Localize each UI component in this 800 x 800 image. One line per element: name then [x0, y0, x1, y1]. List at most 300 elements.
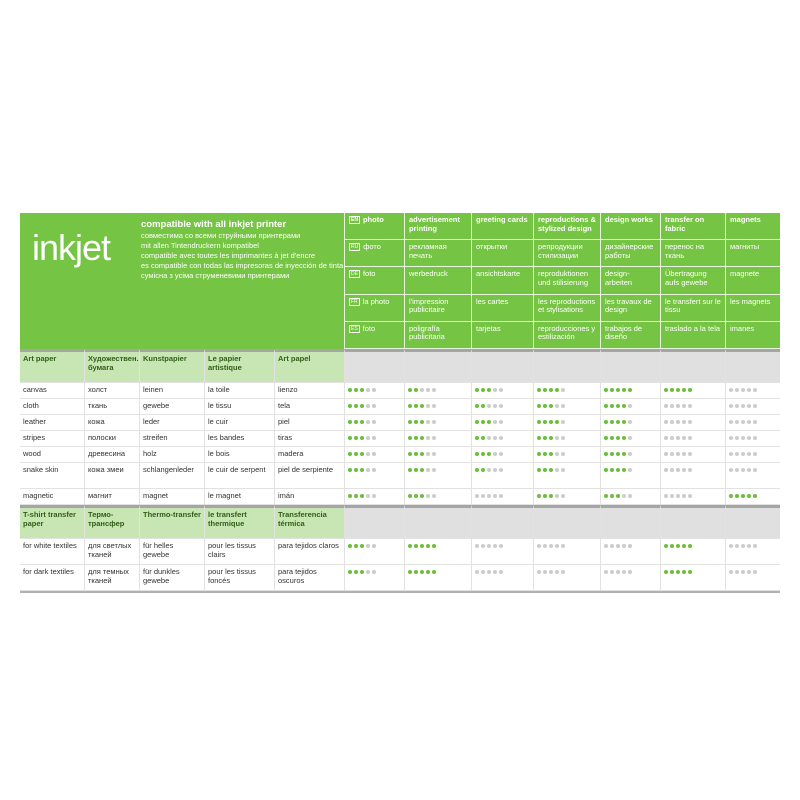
rating-dot	[481, 388, 485, 392]
rating-dot	[622, 404, 626, 408]
rating-dot	[487, 544, 491, 548]
rating-dot	[747, 388, 751, 392]
section-header-cell: Термо-трансфер	[84, 505, 139, 539]
table-row	[20, 415, 780, 431]
application-header-cell	[471, 213, 533, 240]
rating-cell	[471, 383, 533, 399]
rating-cell	[725, 489, 780, 505]
rating-dot	[537, 404, 541, 408]
material-name-cell: leder	[139, 415, 204, 431]
rating-dot	[372, 436, 376, 440]
rating-dot	[354, 388, 358, 392]
application-label: les reproductions et stylisations	[538, 296, 596, 315]
rating-dot	[426, 404, 430, 408]
rating-dot	[688, 420, 692, 424]
material-name-cell: lienzo	[274, 383, 344, 399]
rating-dot	[414, 436, 418, 440]
rating-cell	[660, 447, 725, 463]
table-row	[20, 383, 780, 399]
material-name-cell: tela	[274, 399, 344, 415]
rating-dot	[543, 570, 547, 574]
section-header-empty	[471, 349, 533, 383]
application-header-cell	[725, 322, 780, 349]
rating-dot	[753, 436, 757, 440]
rating-dot	[414, 404, 418, 408]
rating-dot	[493, 388, 497, 392]
application-header-cell	[471, 295, 533, 322]
rating-dot	[354, 544, 358, 548]
application-header-cell	[600, 267, 660, 294]
application-label: design-arbeiten	[605, 269, 633, 287]
material-name-cell: snake skin	[20, 463, 84, 489]
rating-dot	[688, 570, 692, 574]
bottom-rule	[20, 591, 780, 593]
rating-dot	[628, 494, 632, 498]
application-header-cell	[344, 322, 404, 349]
material-name-cell: schlangenleder	[139, 463, 204, 489]
rating-dot	[555, 544, 559, 548]
rating-dots	[348, 568, 401, 574]
rating-dot	[735, 436, 739, 440]
rating-dot	[729, 436, 733, 440]
rating-dot	[432, 452, 436, 456]
rating-dot	[493, 544, 497, 548]
rating-dot	[622, 452, 626, 456]
rating-dot	[628, 388, 632, 392]
rating-dots	[408, 434, 468, 440]
section-header-row	[20, 505, 780, 539]
rating-dot	[475, 436, 479, 440]
rating-dots	[408, 386, 468, 392]
application-header-cell	[600, 322, 660, 349]
language-code-badge: RU	[351, 244, 359, 251]
section-header-cell: Art paper	[20, 349, 84, 383]
rating-dot	[432, 494, 436, 498]
rating-cell	[471, 415, 533, 431]
rating-dot	[537, 468, 541, 472]
application-header-cell	[660, 267, 725, 294]
rating-dots	[604, 386, 657, 392]
rating-cell	[471, 565, 533, 591]
rating-dot	[543, 468, 547, 472]
table-row	[20, 463, 780, 489]
rating-dot	[561, 494, 565, 498]
rating-dot	[499, 388, 503, 392]
rating-cell	[404, 463, 471, 489]
material-name-cell: магнит	[84, 489, 139, 505]
rating-cell	[344, 415, 404, 431]
rating-dots	[604, 542, 657, 548]
rating-cell	[600, 539, 660, 565]
rating-dot	[549, 404, 553, 408]
section-header-empty	[533, 349, 600, 383]
material-name-cell: кожа змеи	[84, 463, 139, 489]
rating-dot	[735, 420, 739, 424]
rating-dot	[366, 436, 370, 440]
section-header-empty	[725, 505, 780, 539]
rating-dot	[729, 452, 733, 456]
material-name-cell: le tissu	[204, 399, 274, 415]
rating-dot	[747, 544, 751, 548]
rating-dot	[616, 388, 620, 392]
rating-dot	[561, 420, 565, 424]
rating-dot	[604, 468, 608, 472]
material-name-cell: imán	[274, 489, 344, 505]
rating-dot	[372, 570, 376, 574]
application-label: werbedruck	[409, 269, 448, 279]
rating-dot	[499, 544, 503, 548]
rating-dot	[741, 404, 745, 408]
material-name-cell: wood	[20, 447, 84, 463]
material-name-cell: piel de serpiente	[274, 463, 344, 489]
rating-dot	[408, 468, 412, 472]
rating-dot	[487, 404, 491, 408]
rating-dot	[604, 570, 608, 574]
application-label: la photo	[362, 296, 390, 306]
rating-dot	[432, 404, 436, 408]
rating-dot	[735, 570, 739, 574]
rating-dot	[735, 388, 739, 392]
rating-dot	[408, 436, 412, 440]
application-label: les travaux de design	[605, 296, 652, 315]
rating-cell	[533, 383, 600, 399]
rating-dot	[676, 436, 680, 440]
application-label: рекламная печать	[409, 242, 447, 260]
rating-cell	[344, 463, 404, 489]
application-label: reproducciones y estilización	[538, 323, 596, 342]
rating-dot	[688, 468, 692, 472]
rating-dot	[610, 494, 614, 498]
rating-dot	[616, 436, 620, 440]
rating-cell	[725, 431, 780, 447]
rating-dots	[729, 568, 777, 574]
rating-dot	[426, 570, 430, 574]
rating-dot	[610, 420, 614, 424]
rating-dot	[414, 452, 418, 456]
rating-dot	[622, 494, 626, 498]
rating-dot	[543, 404, 547, 408]
material-name-cell: les bandes	[204, 431, 274, 447]
rating-dots	[729, 466, 777, 472]
application-header-cell	[600, 240, 660, 267]
rating-dot	[664, 420, 668, 424]
rating-dot	[348, 468, 352, 472]
rating-dot	[555, 494, 559, 498]
rating-dots	[664, 466, 722, 472]
rating-dot	[670, 544, 674, 548]
rating-dot	[753, 468, 757, 472]
rating-dots	[729, 418, 777, 424]
rating-dots	[729, 542, 777, 548]
rating-dot	[682, 436, 686, 440]
rating-cell	[725, 383, 780, 399]
rating-dots	[475, 450, 530, 456]
rating-dot	[622, 388, 626, 392]
material-name-cell: tiras	[274, 431, 344, 447]
application-label: перенос на ткань	[665, 242, 705, 260]
material-name-cell: la toile	[204, 383, 274, 399]
rating-cell	[660, 431, 725, 447]
rating-dots	[664, 418, 722, 424]
material-name-cell: для светлых тканей	[84, 539, 139, 565]
material-name-cell: древесина	[84, 447, 139, 463]
rating-dot	[735, 544, 739, 548]
section-header-empty	[725, 349, 780, 383]
rating-dot	[555, 452, 559, 456]
rating-dot	[408, 388, 412, 392]
rating-dots	[604, 492, 657, 498]
table-row	[20, 431, 780, 447]
rating-dot	[688, 404, 692, 408]
rating-dot	[549, 544, 553, 548]
rating-dot	[432, 570, 436, 574]
rating-dots	[408, 568, 468, 574]
rating-dot	[426, 452, 430, 456]
material-name-cell: cloth	[20, 399, 84, 415]
application-header-cell	[725, 240, 780, 267]
rating-dot	[628, 468, 632, 472]
rating-dot	[487, 468, 491, 472]
rating-dots	[664, 402, 722, 408]
rating-dot	[426, 468, 430, 472]
rating-dot	[408, 570, 412, 574]
rating-cell	[600, 489, 660, 505]
rating-dot	[420, 494, 424, 498]
rating-dot	[616, 544, 620, 548]
rating-cell	[471, 463, 533, 489]
rating-dot	[747, 570, 751, 574]
rating-dot	[481, 544, 485, 548]
rating-dot	[420, 452, 424, 456]
rating-dot	[549, 468, 553, 472]
rating-dot	[360, 544, 364, 548]
application-header-cell	[725, 267, 780, 294]
rating-dot	[688, 388, 692, 392]
rating-dot	[622, 436, 626, 440]
rating-dot	[432, 544, 436, 548]
section-header-cell: Thermo-transfer	[139, 505, 204, 539]
application-label: traslado a la tela	[665, 323, 721, 333]
rating-dot	[676, 452, 680, 456]
rating-cell	[725, 399, 780, 415]
section-header-empty	[404, 505, 471, 539]
section-header-empty	[471, 505, 533, 539]
rating-dot	[682, 468, 686, 472]
application-label: les cartes	[476, 296, 509, 306]
table-row	[20, 447, 780, 463]
rating-dot	[729, 468, 733, 472]
rating-dot	[616, 420, 620, 424]
rating-cell	[725, 539, 780, 565]
rating-dot	[360, 570, 364, 574]
rating-dot	[561, 436, 565, 440]
rating-dot	[622, 544, 626, 548]
rating-dot	[676, 570, 680, 574]
rating-dot	[741, 468, 745, 472]
rating-dots	[604, 568, 657, 574]
rating-dot	[493, 436, 497, 440]
rating-dot	[664, 436, 668, 440]
rating-dot	[348, 388, 352, 392]
rating-dot	[664, 452, 668, 456]
rating-dot	[366, 452, 370, 456]
rating-dot	[426, 420, 430, 424]
rating-dots	[408, 418, 468, 424]
rating-dot	[747, 452, 751, 456]
material-name-cell: canvas	[20, 383, 84, 399]
rating-dot	[610, 404, 614, 408]
rating-dot	[481, 452, 485, 456]
rating-dots	[664, 542, 722, 548]
rating-dot	[561, 544, 565, 548]
rating-dot	[628, 570, 632, 574]
rating-dots	[537, 402, 597, 408]
rating-dot	[549, 452, 553, 456]
application-header-cell	[344, 240, 404, 267]
rating-dot	[610, 452, 614, 456]
rating-dot	[628, 420, 632, 424]
compatibility-line: es compatible con todas las impresoras de inyección de tinta	[141, 261, 344, 270]
material-name-cell: le magnet	[204, 489, 274, 505]
compatibility-line: compatible avec toutes les imprimantes à jet d'encre	[141, 251, 316, 260]
rating-dots	[408, 542, 468, 548]
application-header-cell	[725, 213, 780, 240]
section-header-empty	[404, 349, 471, 383]
rating-cell	[533, 565, 600, 591]
rating-dot	[475, 468, 479, 472]
rating-dot	[622, 570, 626, 574]
rating-cell	[404, 383, 471, 399]
application-header-cell	[533, 240, 600, 267]
rating-dot	[616, 570, 620, 574]
rating-dot	[610, 468, 614, 472]
rating-dots	[664, 492, 722, 498]
rating-dot	[682, 544, 686, 548]
rating-cell	[725, 447, 780, 463]
rating-dot	[604, 404, 608, 408]
application-header-cell	[471, 240, 533, 267]
rating-dots	[348, 386, 401, 392]
rating-dot	[735, 468, 739, 472]
rating-dot	[628, 544, 632, 548]
rating-dot	[354, 494, 358, 498]
rating-dot	[366, 420, 370, 424]
rating-dots	[475, 402, 530, 408]
section-header-cell: le transfert thermique	[204, 505, 274, 539]
application-header-cell	[660, 322, 725, 349]
application-label: ansichtskarte	[476, 269, 521, 279]
rating-dots	[729, 386, 777, 392]
rating-cell	[533, 415, 600, 431]
rating-dot	[414, 570, 418, 574]
rating-dots	[537, 492, 597, 498]
application-header-cell	[660, 240, 725, 267]
rating-dot	[555, 468, 559, 472]
rating-dot	[481, 468, 485, 472]
rating-dot	[537, 544, 541, 548]
rating-dot	[360, 452, 364, 456]
compatibility-line: сумісна з усіма струменевими принтерами	[141, 271, 290, 280]
section-header-empty	[344, 505, 404, 539]
application-header-cell	[533, 295, 600, 322]
rating-dots	[348, 402, 401, 408]
rating-dot	[747, 404, 751, 408]
rating-dot	[426, 388, 430, 392]
material-name-cell: streifen	[139, 431, 204, 447]
rating-dot	[682, 570, 686, 574]
table-row	[20, 539, 780, 565]
rating-dot	[682, 420, 686, 424]
rating-dot	[747, 420, 751, 424]
rating-dot	[604, 388, 608, 392]
rating-cell	[725, 463, 780, 489]
rating-dots	[664, 450, 722, 456]
rating-cell	[404, 399, 471, 415]
material-name-cell: полоски	[84, 431, 139, 447]
application-label: les magnets	[730, 296, 771, 306]
rating-dot	[366, 404, 370, 408]
material-name-cell: pour les tissus foncés	[204, 565, 274, 591]
material-name-cell: leather	[20, 415, 84, 431]
application-label: trabajos de diseño	[605, 323, 643, 342]
rating-dot	[549, 436, 553, 440]
rating-dots	[664, 386, 722, 392]
rating-dot	[561, 388, 565, 392]
rating-dot	[499, 494, 503, 498]
rating-dot	[372, 388, 376, 392]
rating-dot	[543, 452, 547, 456]
rating-dot	[549, 420, 553, 424]
material-name-cell: para tejidos claros	[274, 539, 344, 565]
rating-cell	[471, 399, 533, 415]
application-label: magnete	[730, 269, 760, 279]
rating-dot	[499, 404, 503, 408]
rating-cell	[404, 431, 471, 447]
rating-dot	[537, 388, 541, 392]
rating-dot	[537, 436, 541, 440]
rating-dot	[555, 404, 559, 408]
rating-dots	[537, 450, 597, 456]
application-header-cell	[600, 295, 660, 322]
rating-dot	[670, 420, 674, 424]
rating-dot	[741, 388, 745, 392]
rating-cell	[660, 463, 725, 489]
rating-dot	[348, 404, 352, 408]
rating-dot	[664, 544, 668, 548]
rating-cell	[533, 489, 600, 505]
rating-dots	[729, 434, 777, 440]
rating-dot	[414, 420, 418, 424]
rating-dot	[616, 452, 620, 456]
rating-dots	[408, 450, 468, 456]
rating-dot	[372, 420, 376, 424]
rating-cell	[404, 565, 471, 591]
application-header-cell	[471, 322, 533, 349]
rating-dot	[475, 494, 479, 498]
language-code-badge: FR	[351, 298, 358, 305]
rating-dots	[408, 492, 468, 498]
rating-dot	[408, 544, 412, 548]
application-header-cell	[600, 213, 660, 240]
rating-dot	[688, 452, 692, 456]
application-label: advertisement printing	[409, 215, 460, 233]
rating-cell	[600, 565, 660, 591]
rating-dot	[676, 420, 680, 424]
rating-dots	[604, 450, 657, 456]
rating-dots	[537, 434, 597, 440]
rating-dot	[354, 452, 358, 456]
rating-cell	[725, 565, 780, 591]
